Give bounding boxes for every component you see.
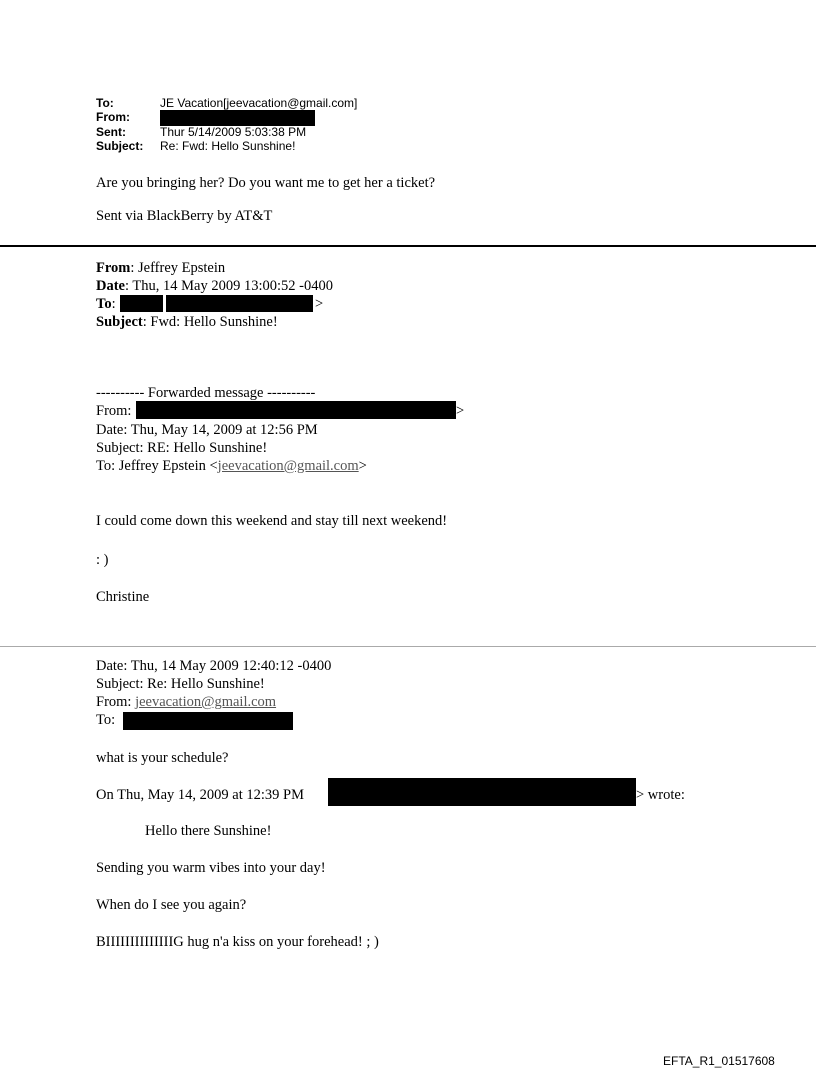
- subject-label: Subject:: [96, 139, 144, 153]
- sent-label: Sent:: [96, 125, 126, 139]
- email-link[interactable]: jeevacation@gmail.com: [135, 694, 277, 710]
- header3-to-label: To:: [96, 712, 116, 728]
- reply1-line1: Are you bringing her? Do you want me to get her a ticket?: [96, 175, 436, 191]
- to-prefix: To: Jeffrey Epstein <: [96, 458, 218, 474]
- forwarded-body-line1: I could come down this weekend and stay till next weekend!: [96, 513, 448, 529]
- subject-value: Re: Fwd: Hello Sunshine!: [160, 139, 296, 153]
- divider-2: [0, 646, 816, 647]
- header3-subject: Subject: Re: Hello Sunshine!: [96, 676, 265, 692]
- header1-from-row: [96, 111, 160, 124]
- reply1-signature: Sent via BlackBerry by AT&T: [96, 208, 273, 224]
- header2-to-close: >: [315, 296, 324, 312]
- forwarded-date: Date: Thu, May 14, 2009 at 12:56 PM: [96, 422, 318, 438]
- header2-date-row: [96, 278, 333, 295]
- forwarded-from-label: From:: [96, 403, 132, 419]
- to-value: JE Vacation[jeevacation@gmail.com]: [160, 96, 358, 110]
- email-link[interactable]: jeevacation@gmail.com: [217, 458, 359, 474]
- subject-label: Subject: [96, 314, 143, 330]
- header3-body-line1: what is your schedule?: [96, 750, 229, 766]
- redaction-box: [123, 712, 293, 730]
- to-sep: :: [111, 296, 116, 312]
- forwarded-body-line2: : ): [96, 552, 109, 568]
- header3-date: Date: Thu, 14 May 2009 12:40:12 -0400: [96, 658, 332, 674]
- header1-sent-row: [96, 126, 306, 139]
- quoted-line3: BIIIIIIIIIIIIIIG hug n'a kiss on your forehead! ; ): [96, 934, 379, 950]
- redaction-box: [120, 295, 163, 312]
- from-value: : Jeffrey Epstein: [130, 260, 226, 276]
- header2-to-row: [96, 296, 116, 313]
- forwarded-from-close: >: [456, 403, 465, 419]
- forwarded-signoff: Christine: [96, 589, 150, 605]
- from-label: From:: [96, 110, 130, 124]
- quoted-line2: When do I see you again?: [96, 897, 247, 913]
- date-value: : Thu, 14 May 2009 13:00:52 -0400: [125, 278, 333, 294]
- redaction-box: [328, 778, 636, 806]
- header2-from-row: [96, 260, 225, 277]
- header2-subject-row: [96, 314, 278, 331]
- forwarded-to-row: [96, 458, 367, 475]
- from-prefix: From:: [96, 694, 136, 710]
- redaction-box: [166, 295, 313, 312]
- bates-number: EFTA_R1_01517608: [663, 1054, 775, 1068]
- quoted-greeting: Hello there Sunshine!: [145, 823, 272, 839]
- from-label: From: [96, 260, 131, 276]
- forwarded-subject: Subject: RE: Hello Sunshine!: [96, 440, 268, 456]
- redaction-box: [160, 110, 315, 126]
- quoted-line1: Sending you warm vibes into your day!: [96, 860, 326, 876]
- quote-attribution-prefix: On Thu, May 14, 2009 at 12:39 PM: [96, 787, 304, 803]
- sent-value: Thur 5/14/2009 5:03:38 PM: [160, 125, 307, 139]
- forwarded-banner: ---------- Forwarded message ----------: [96, 385, 316, 401]
- quote-attribution-suffix: > wrote:: [636, 787, 685, 803]
- to-label: To: [96, 296, 112, 312]
- to-suffix: >: [358, 458, 367, 474]
- header1-to-row: [96, 97, 357, 110]
- header3-from-row: [96, 694, 276, 711]
- header1-subject-row: [96, 140, 295, 153]
- to-label: To:: [96, 96, 114, 110]
- divider-1: [0, 245, 816, 247]
- redaction-box: [136, 401, 456, 419]
- date-label: Date: [96, 278, 125, 294]
- subject-value: : Fwd: Hello Sunshine!: [142, 314, 278, 330]
